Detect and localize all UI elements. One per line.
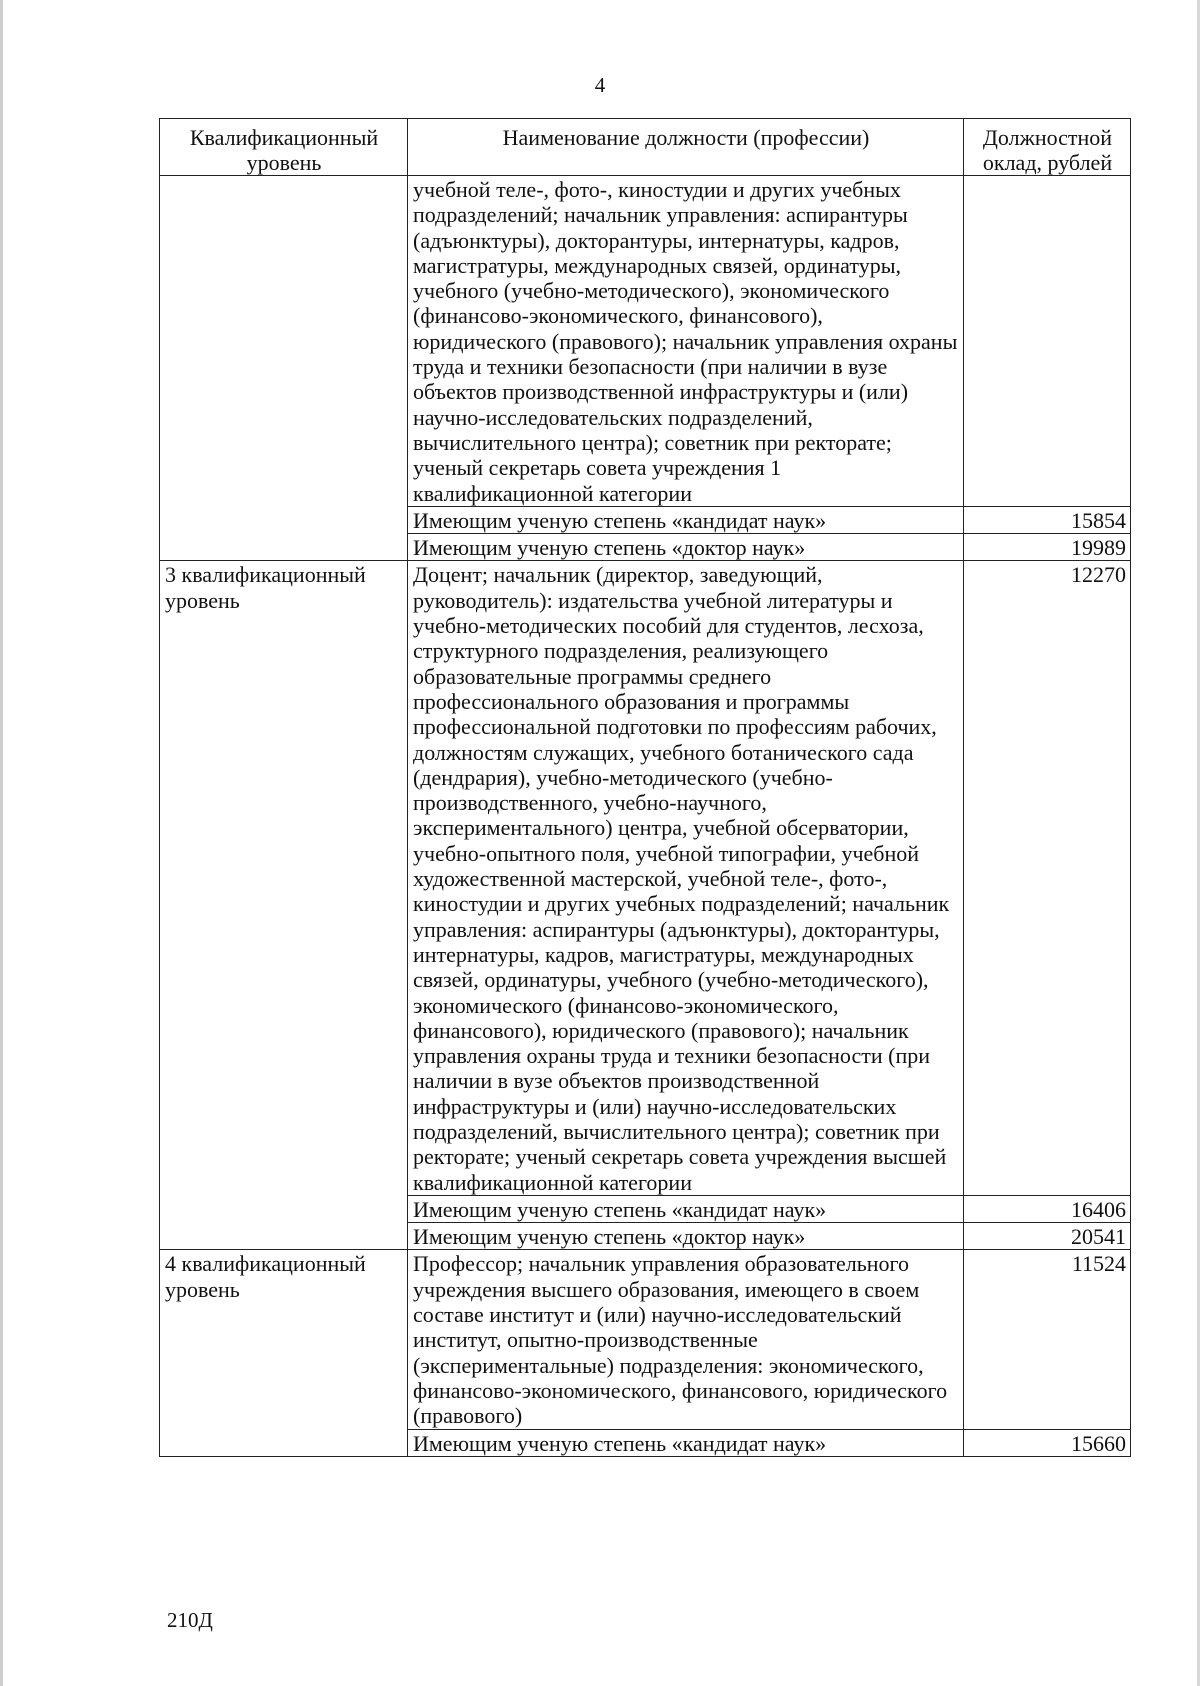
level-cell-continuation bbox=[160, 176, 408, 561]
position-text: учебной теле-, фото-, киностудии и других учебных подразделений; начальник управления: аспирантуры (адъюнктуры), докторантуры, интернатуры, кадров, магистратуры, международных связей, ординатуры, учебного (учебно-методического), экономического (финансово-экономического, финансового), юридического (правового); начальник управления охраны труда и техники безопасности (при наличии в вузе объектов производственной инфраструктуры и (или) научно-исследовательских подразделений, вычислительного центра); советник при ректорате; ученый секретарь совета учреждения 1 квалификационной категории bbox=[408, 176, 964, 507]
salary-value: 11524 bbox=[964, 1250, 1131, 1429]
salary-value: 19989 bbox=[964, 534, 1131, 561]
salary-value: 15854 bbox=[964, 506, 1131, 533]
level-cell: 4 квалификационный уровень bbox=[160, 1250, 408, 1456]
header-level: Квалификационный уровень bbox=[160, 119, 408, 176]
table-header-row bbox=[160, 119, 1131, 176]
document-code: 210Д bbox=[167, 1608, 213, 1632]
salary-cell bbox=[964, 176, 1131, 507]
salary-value: 20541 bbox=[964, 1223, 1131, 1250]
position-text: Профессор; начальник управления образовательного учреждения высшего образования, имеющего в своем составе институт и (или) научно-исследовательский институт, опытно-производственные (экспериментальные) подразделения: экономического, финансово-экономического, финансового, юридического (правового) bbox=[408, 1250, 964, 1429]
header-position: Наименование должности (профессии) bbox=[408, 119, 964, 176]
table-row bbox=[160, 561, 1131, 1195]
degree-label: Имеющим ученую степень «кандидат наук» bbox=[408, 1195, 964, 1222]
degree-label: Имеющим ученую степень «кандидат наук» bbox=[408, 506, 964, 533]
salary-table bbox=[159, 118, 1131, 1457]
salary-value: 15660 bbox=[964, 1429, 1131, 1456]
level-cell: 3 квалификационный уровень bbox=[160, 561, 408, 1250]
header-salary: Должностной оклад, рублей bbox=[964, 119, 1131, 176]
table-row bbox=[160, 176, 1131, 507]
salary-value: 12270 bbox=[964, 561, 1131, 1195]
salary-value: 16406 bbox=[964, 1195, 1131, 1222]
page-number: 4 bbox=[594, 73, 606, 97]
table-row bbox=[160, 1250, 1131, 1429]
position-text: Доцент; начальник (директор, заведующий, руководитель): издательства учебной литературы и учебно-методических пособий для студентов, лесхоза, структурного подразделения, реализующего образовательные программы среднего профессионального образования и программы профессиональной подготовки по профессиям рабочих, должностям служащих, учебного ботанического сада (дендрария), учебно-методического (учебно-производственного, учебно-научного, экспериментального) центра, учебной обсерватории, учебно-опытного поля, учебной типографии, учебной художественной мастерской, учебной теле-, фото-, киностудии и других учебных подразделений; начальник управления: аспирантуры (адъюнктуры), докторантуры, интернатуры, кадров, магистратуры, международных связей, ординатуры, учебного (учебно-методического), экономического (финансово-экономического, финансового), юридического (правового); начальник управления охраны труда и техники безопасности (при наличии в вузе объектов производственной инфраструктуры и (или) научно-исследовательских подразделений, вычислительного центра); советник при ректорате; ученый секретарь совета учреждения высшей квалификационной категории bbox=[408, 561, 964, 1195]
degree-label: Имеющим ученую степень «кандидат наук» bbox=[408, 1429, 964, 1456]
scan-edge-left bbox=[0, 0, 3, 1686]
degree-label: Имеющим ученую степень «доктор наук» bbox=[408, 1223, 964, 1250]
degree-label: Имеющим ученую степень «доктор наук» bbox=[408, 534, 964, 561]
